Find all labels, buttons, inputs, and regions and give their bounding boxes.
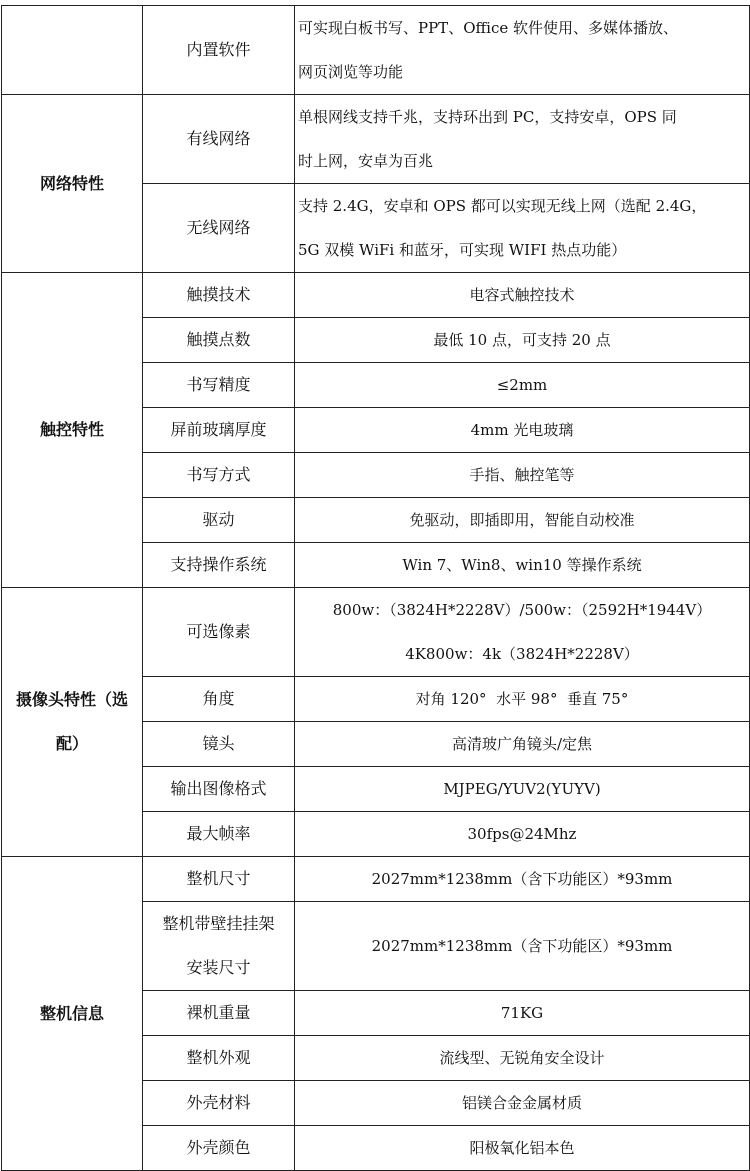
spec-name: 输出图像格式 bbox=[143, 767, 295, 812]
spec-name: 触摸技术 bbox=[143, 273, 295, 318]
spec-value: 手指、触控笔等 bbox=[295, 453, 750, 498]
spec-value: 800w：（3824H*2228V）/500w：（2592H*1944V） 4K800w：4k（3824H*2228V） bbox=[295, 588, 750, 677]
spec-value: 流线型、无锐角安全设计 bbox=[295, 1036, 750, 1081]
spec-name: 角度 bbox=[143, 677, 295, 722]
category-machine: 整机信息 bbox=[2, 857, 143, 1171]
spec-name: 可选像素 bbox=[143, 588, 295, 677]
category-camera: 摄像头特性（选 配） bbox=[2, 588, 143, 857]
spec-value: 最低 10 点，可支持 20 点 bbox=[295, 318, 750, 363]
spec-name: 驱动 bbox=[143, 498, 295, 543]
spec-value: 2027mm*1238mm（含下功能区）*93mm bbox=[295, 902, 750, 991]
spec-name: 书写方式 bbox=[143, 453, 295, 498]
category-touch: 触控特性 bbox=[2, 273, 143, 588]
spec-value: 30fps@24Mhz bbox=[295, 812, 750, 857]
spec-value: ≤2mm bbox=[295, 363, 750, 408]
spec-value: 电容式触控技术 bbox=[295, 273, 750, 318]
table-row bbox=[2, 273, 750, 318]
spec-value: 支持 2.4G，安卓和 OPS 都可以实现无线上网（选配 2.4G， 5G 双模 WiFi 和蓝牙，可实现 WIFI 热点功能） bbox=[295, 184, 750, 273]
spec-value: MJPEG/YUV2(YUYV) bbox=[295, 767, 750, 812]
spec-name: 外壳材料 bbox=[143, 1081, 295, 1126]
category-cell-blank bbox=[2, 6, 143, 95]
spec-name: 屏前玻璃厚度 bbox=[143, 408, 295, 453]
spec-name: 整机尺寸 bbox=[143, 857, 295, 902]
spec-name: 有线网络 bbox=[143, 95, 295, 184]
table-row bbox=[2, 857, 750, 902]
spec-name: 整机带壁挂挂架 安装尺寸 bbox=[143, 902, 295, 991]
spec-name: 无线网络 bbox=[143, 184, 295, 273]
spec-value: 阳极氧化铝本色 bbox=[295, 1126, 750, 1171]
spec-value: 2027mm*1238mm（含下功能区）*93mm bbox=[295, 857, 750, 902]
spec-table bbox=[1, 5, 750, 1171]
spec-value: 铝镁合金金属材质 bbox=[295, 1081, 750, 1126]
spec-name: 触摸点数 bbox=[143, 318, 295, 363]
spec-value: 免驱动，即插即用，智能自动校准 bbox=[295, 498, 750, 543]
spec-value: 单根网线支持千兆，支持环出到 PC，支持安卓，OPS 同 时上网，安卓为百兆 bbox=[295, 95, 750, 184]
spec-value: Win 7、Win8、win10 等操作系统 bbox=[295, 543, 750, 588]
spec-value: 71KG bbox=[295, 991, 750, 1036]
table-row bbox=[2, 6, 750, 95]
spec-value: 可实现白板书写、PPT、Office 软件使用、多媒体播放、 网页浏览等功能 bbox=[295, 6, 750, 95]
table-row bbox=[2, 95, 750, 184]
spec-name: 书写精度 bbox=[143, 363, 295, 408]
category-network: 网络特性 bbox=[2, 95, 143, 273]
spec-name: 外壳颜色 bbox=[143, 1126, 295, 1171]
spec-name: 整机外观 bbox=[143, 1036, 295, 1081]
spec-name: 支持操作系统 bbox=[143, 543, 295, 588]
spec-value: 4mm 光电玻璃 bbox=[295, 408, 750, 453]
spec-name: 内置软件 bbox=[143, 6, 295, 95]
spec-name: 镜头 bbox=[143, 722, 295, 767]
table-row bbox=[2, 588, 750, 677]
spec-name: 最大帧率 bbox=[143, 812, 295, 857]
spec-value: 对角 120° 水平 98° 垂直 75° bbox=[295, 677, 750, 722]
spec-name: 裸机重量 bbox=[143, 991, 295, 1036]
spec-value: 高清玻广角镜头/定焦 bbox=[295, 722, 750, 767]
